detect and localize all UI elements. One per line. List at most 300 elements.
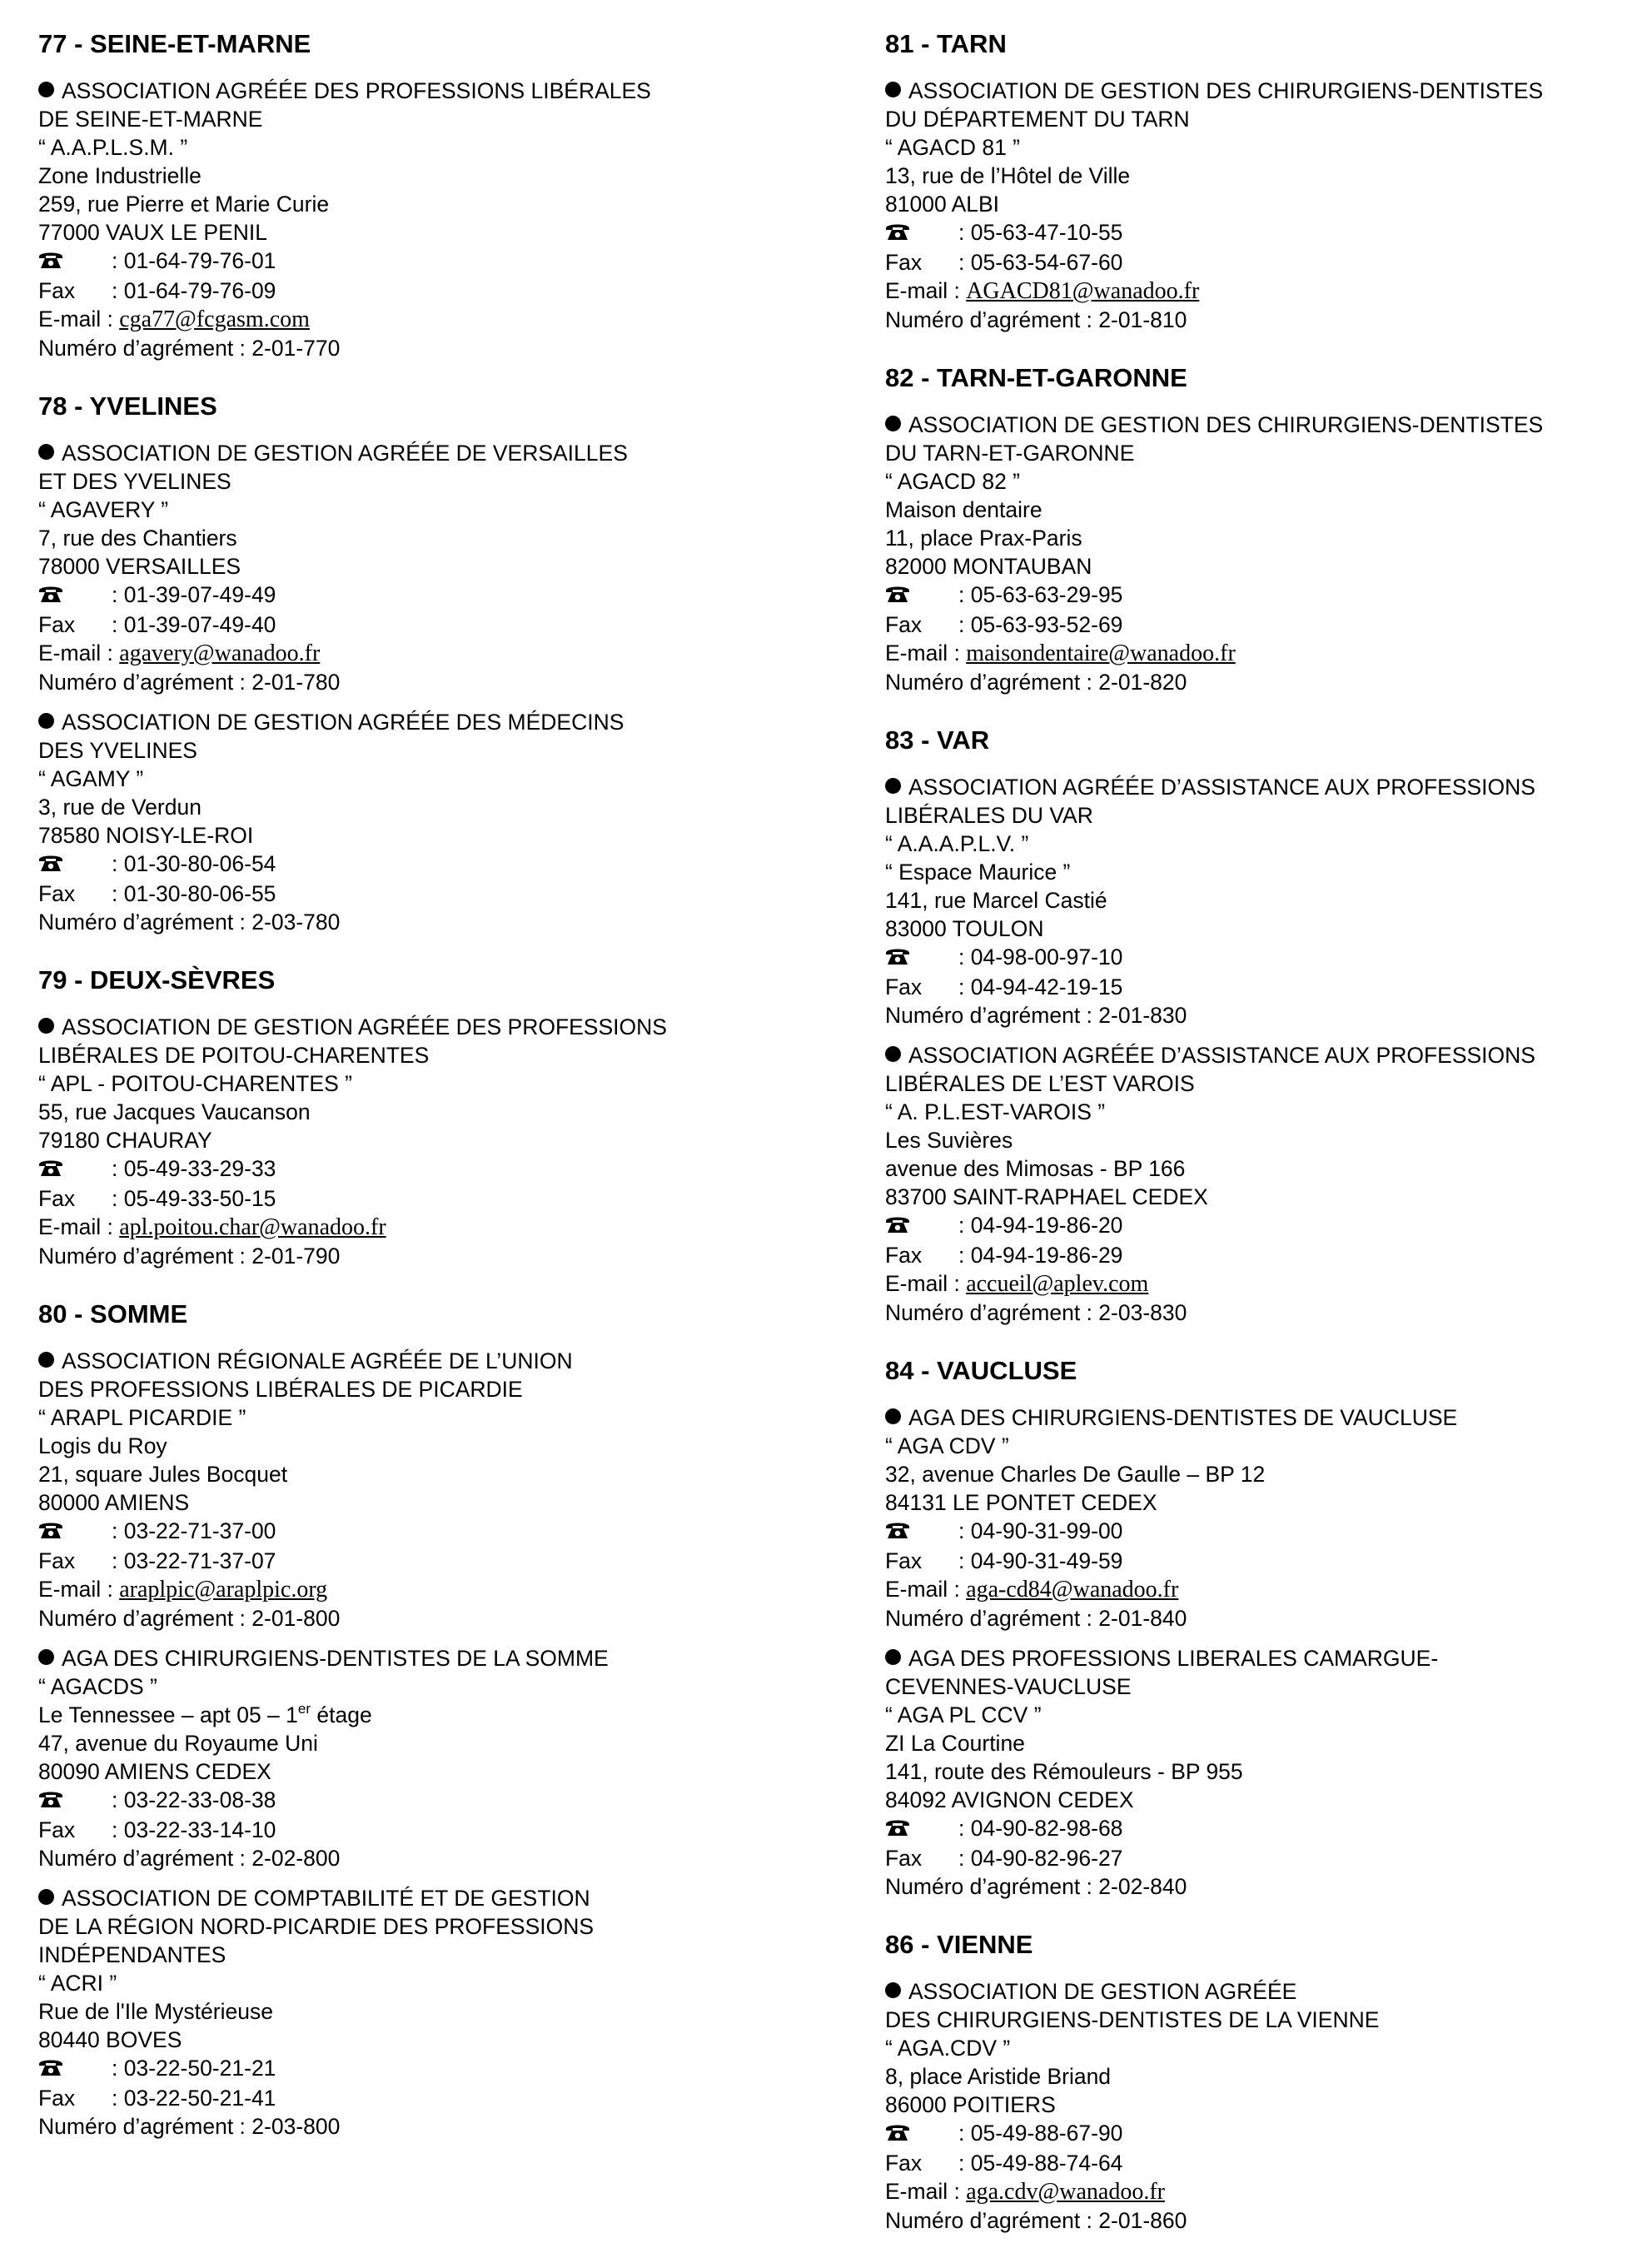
- fax-label: Fax: [38, 2086, 76, 2111]
- association-name-line: [38, 1884, 821, 1912]
- phone-row: [885, 1517, 1635, 1547]
- phone-number: 04-94-19-86-20: [970, 1213, 1123, 1238]
- association-entry: [885, 411, 1635, 696]
- association-acronym: “ ARAPL PICARDIE ”: [38, 1405, 246, 1430]
- department-title: 83 - VAR: [885, 725, 990, 755]
- telephone-icon: [885, 1816, 958, 1844]
- bullet-icon: [38, 1889, 54, 1905]
- email-link[interactable]: maisondentaire@wanadoo.fr: [966, 641, 1236, 666]
- fax-number: 01-39-07-49-40: [123, 612, 276, 637]
- bullet-icon: [38, 713, 54, 729]
- agrement-label: Numéro d’agrément :: [38, 910, 252, 935]
- telephone-icon: [38, 248, 112, 277]
- association-name-text: LIBÉRALES DE POITOU-CHARENTES: [38, 1043, 430, 1068]
- bullet-icon: [885, 82, 901, 97]
- association-name-text: DES CHIRURGIENS-DENTISTES DE LA VIENNE: [885, 2007, 1380, 2032]
- address-text: 55, rue Jacques Vaucanson: [38, 1099, 311, 1124]
- agrement-row: [38, 2112, 821, 2141]
- association-acronym: “ A. P.L.EST-VAROIS ”: [885, 1099, 1106, 1124]
- fax-row: [885, 973, 1635, 1001]
- bullet-icon: [38, 1018, 54, 1034]
- association-name-line: [885, 2006, 1635, 2034]
- department-section: [885, 1929, 1635, 2235]
- fax-label: Fax: [885, 1548, 923, 1573]
- address-text: 21, square Jules Bocquet: [38, 1462, 288, 1487]
- agrement-number: 2-01-800: [251, 1606, 341, 1631]
- association-name-line: [885, 439, 1635, 467]
- email-row: [885, 277, 1635, 306]
- association-entry: [885, 1644, 1635, 1901]
- phone-row: [38, 1786, 821, 1816]
- agrement-row: [885, 1298, 1635, 1327]
- association-name-line: [885, 411, 1635, 439]
- email-label: E-mail: [38, 1214, 102, 1239]
- address-text: 32, avenue Charles De Gaulle – BP 12: [885, 1462, 1266, 1487]
- agrement-number: 2-01-830: [1098, 1003, 1187, 1028]
- fax-number: 04-90-31-49-59: [970, 1548, 1123, 1573]
- email-row: [885, 1575, 1635, 1604]
- separator: :: [953, 2179, 967, 2204]
- address-text: Logis du Roy: [38, 1433, 167, 1458]
- separator: :: [958, 1816, 971, 1841]
- address-text: 3, rue de Verdun: [38, 795, 202, 820]
- fax-number: 04-90-82-96-27: [970, 1846, 1123, 1871]
- department-title: 82 - TARN-ET-GARONNE: [885, 363, 1187, 392]
- fax-label: Fax: [38, 1817, 76, 1842]
- association-entry: [38, 1013, 821, 1270]
- fax-number: 05-63-93-52-69: [970, 612, 1123, 637]
- email-label: E-mail: [38, 307, 102, 331]
- address-text: 259, rue Pierre et Marie Curie: [38, 192, 330, 217]
- address-line: [885, 2091, 1635, 2119]
- address-text: 7, rue des Chantiers: [38, 526, 237, 551]
- telephone-icon: [885, 945, 958, 973]
- bullet-icon: [885, 778, 901, 794]
- separator: :: [958, 582, 971, 607]
- address-line: [885, 1183, 1635, 1211]
- association-name-line: [38, 467, 821, 496]
- association-name-line: [38, 77, 821, 105]
- agrement-label: Numéro d’agrément :: [38, 1244, 252, 1269]
- address-text: “ Espace Maurice ”: [885, 860, 1071, 885]
- separator: :: [112, 1518, 124, 1543]
- email-label: E-mail: [885, 2179, 948, 2204]
- agrement-row: [38, 1844, 821, 1872]
- association-name-line: [885, 1672, 1635, 1701]
- separator: :: [112, 851, 124, 876]
- fax-number: 05-49-88-74-64: [970, 2151, 1123, 2176]
- address-text: 78000 VERSAILLES: [38, 554, 241, 579]
- association-name-text: DES YVELINES: [38, 738, 197, 763]
- separator: :: [112, 2056, 124, 2081]
- agrement-row: [38, 668, 821, 696]
- email-row: [885, 1269, 1635, 1298]
- association-acronym: “ AGACD 81 ”: [885, 135, 1020, 160]
- address-text: 11, place Prax-Paris: [885, 526, 1082, 551]
- phone-number: 01-39-07-49-49: [123, 582, 276, 607]
- address-line: [38, 552, 821, 581]
- department-title: 81 - TARN: [885, 29, 1007, 58]
- email-link[interactable]: aga-cd84@wanadoo.fr: [966, 1577, 1179, 1603]
- agrement-row: [885, 1872, 1635, 1901]
- fax-row: [38, 880, 821, 908]
- agrement-label: Numéro d’agrément :: [885, 1300, 1099, 1325]
- address-text: 8, place Aristide Briand: [885, 2064, 1112, 2089]
- email-link[interactable]: cga77@fcgasm.com: [119, 307, 310, 332]
- association-name-text: DE LA RÉGION NORD-PICARDIE DES PROFESSIONS: [38, 1914, 595, 1939]
- telephone-icon: [885, 1213, 958, 1241]
- email-link[interactable]: aga.cdv@wanadoo.fr: [966, 2179, 1165, 2205]
- association-name-text: ASSOCIATION AGRÉÉE D’ASSISTANCE AUX PROFESSIONS: [908, 775, 1535, 800]
- agrement-label: Numéro d’agrément :: [885, 1606, 1099, 1631]
- association-name-line: [885, 1977, 1635, 2006]
- address-line: [885, 1154, 1635, 1183]
- association-name-line: [885, 1041, 1635, 1069]
- address-text: Zone Industrielle: [38, 163, 202, 188]
- bullet-icon: [885, 416, 901, 431]
- address-line: [38, 1460, 821, 1488]
- address-line: [38, 162, 821, 190]
- phone-row: [885, 1211, 1635, 1241]
- address-line: [38, 1997, 821, 2026]
- left-column: [38, 28, 821, 2169]
- address-line: [885, 1729, 1635, 1757]
- department-title: 84 - VAUCLUSE: [885, 1356, 1077, 1385]
- department-title: 77 - SEINE-ET-MARNE: [38, 29, 311, 58]
- phone-row: [38, 581, 821, 611]
- fax-label: Fax: [885, 2151, 923, 2176]
- address-line: [885, 190, 1635, 218]
- association-entry: [885, 1403, 1635, 1632]
- telephone-icon: [38, 1156, 112, 1184]
- telephone-icon: [885, 1518, 958, 1547]
- email-label: E-mail: [38, 641, 102, 665]
- fax-label: Fax: [38, 612, 76, 637]
- separator: :: [958, 220, 971, 245]
- agrement-number: 2-01-860: [1098, 2208, 1187, 2233]
- agrement-label: Numéro d’agrément :: [885, 1874, 1099, 1899]
- address-text: 79180 CHAURAY: [38, 1128, 212, 1153]
- association-name-line: [38, 1941, 821, 1969]
- fax-number: 03-22-50-21-41: [123, 2086, 276, 2111]
- fax-row: [885, 248, 1635, 277]
- email-link[interactable]: apl.poitou.char@wanadoo.fr: [119, 1214, 386, 1240]
- phone-number: 01-30-80-06-54: [123, 851, 276, 876]
- association-name-line: [38, 708, 821, 736]
- agrement-label: Numéro d’agrément :: [38, 670, 252, 695]
- fax-number: 05-49-33-50-15: [123, 1186, 276, 1211]
- fax-row: [885, 611, 1635, 639]
- association-entry: [38, 1644, 821, 1872]
- separator: :: [953, 1271, 967, 1296]
- fax-label: Fax: [38, 278, 76, 303]
- address-line: [885, 1786, 1635, 1814]
- association-name-text: ASSOCIATION DE COMPTABILITÉ ET DE GESTION: [62, 1886, 590, 1911]
- email-label: E-mail: [885, 1271, 948, 1296]
- email-link[interactable]: agavery@wanadoo.fr: [119, 641, 321, 666]
- association-entry: [38, 708, 821, 936]
- address-text-suffix: étage: [311, 1702, 372, 1727]
- address-text: 83700 SAINT-RAPHAEL CEDEX: [885, 1184, 1208, 1209]
- fax-label: Fax: [885, 612, 923, 637]
- phone-number: 05-63-63-29-95: [970, 582, 1123, 607]
- phone-row: [885, 2119, 1635, 2149]
- fax-label: Fax: [38, 1186, 76, 1211]
- agrement-row: [38, 1242, 821, 1270]
- phone-number: 05-63-47-10-55: [970, 220, 1123, 245]
- association-acronym: “ A.A.A.P.L.V. ”: [885, 831, 1029, 856]
- association-name-text: INDÉPENDANTES: [38, 1942, 226, 1967]
- association-name-text: LIBÉRALES DE L’EST VAROIS: [885, 1071, 1195, 1096]
- agrement-row: [885, 668, 1635, 696]
- address-text: 84131 LE PONTET CEDEX: [885, 1490, 1157, 1515]
- address-line: [38, 190, 821, 218]
- fax-number: 04-94-42-19-15: [970, 974, 1123, 999]
- address-line: [885, 1460, 1635, 1488]
- email-link[interactable]: AGACD81@wanadoo.fr: [966, 278, 1200, 304]
- telephone-icon: [885, 2121, 958, 2149]
- association-acronym: “ AGA.CDV ”: [885, 2036, 1011, 2061]
- phone-number: 05-49-33-29-33: [123, 1156, 276, 1181]
- department-section: [38, 28, 821, 362]
- association-name-line: [885, 1069, 1635, 1098]
- phone-row: [38, 2054, 821, 2084]
- fax-row: [38, 611, 821, 639]
- association-name-text: ASSOCIATION DE GESTION AGRÉÉE DES MÉDECINS: [62, 710, 624, 735]
- phone-row: [885, 581, 1635, 611]
- fax-label: Fax: [885, 250, 923, 275]
- address-text: ZI La Courtine: [885, 1731, 1025, 1756]
- fax-row: [38, 1547, 821, 1575]
- address-text: 80440 BOVES: [38, 2027, 182, 2052]
- association-name-text: CEVENNES-VAUCLUSE: [885, 1674, 1132, 1699]
- address-text: Rue de l'Ile Mystérieuse: [38, 1999, 273, 2024]
- address-text: 78580 NOISY-LE-ROI: [38, 823, 254, 848]
- address-text: Le Tennessee – apt 05 – 1: [38, 1702, 298, 1727]
- address-line: [885, 915, 1635, 943]
- fax-number: 03-22-33-14-10: [123, 1817, 276, 1842]
- agrement-row: [885, 2206, 1635, 2235]
- separator: :: [958, 945, 971, 970]
- email-row: [885, 639, 1635, 668]
- address-text: 141, route des Rémouleurs - BP 955: [885, 1759, 1243, 1784]
- fax-row: [38, 1816, 821, 1844]
- agrement-number: 2-01-790: [251, 1244, 341, 1269]
- separator: :: [953, 641, 967, 665]
- address-text: 77000 VAUX LE PENIL: [38, 220, 267, 245]
- department-title: 86 - VIENNE: [885, 1930, 1033, 1959]
- fax-row: [885, 1547, 1635, 1575]
- separator: :: [958, 2151, 971, 2176]
- agrement-label: Numéro d’agrément :: [38, 1606, 252, 1631]
- bullet-icon: [885, 1408, 901, 1424]
- association-name-line: [38, 1375, 821, 1403]
- fax-label: Fax: [38, 881, 76, 906]
- right-column: [885, 28, 1635, 2263]
- association-name-text: ASSOCIATION DE GESTION DES CHIRURGIENS-DENTISTES: [908, 412, 1544, 437]
- association-name-line: [885, 801, 1635, 830]
- email-row: [38, 1213, 821, 1242]
- address-line: [885, 1126, 1635, 1154]
- fax-number: 04-94-19-86-29: [970, 1243, 1123, 1268]
- association-name-text: ASSOCIATION RÉGIONALE AGRÉÉE DE L’UNION: [62, 1348, 573, 1373]
- phone-number: 03-22-33-08-38: [123, 1787, 276, 1812]
- association-name-line: [885, 1644, 1635, 1672]
- association-acronym: “ AGAMY ”: [38, 766, 144, 791]
- separator: :: [107, 1577, 120, 1602]
- agrement-number: 2-01-770: [251, 336, 341, 361]
- fax-number: 03-22-71-37-07: [123, 1548, 276, 1573]
- telephone-icon: [38, 1518, 112, 1547]
- association-name-text: ASSOCIATION AGRÉÉE D’ASSISTANCE AUX PROFESSIONS: [908, 1043, 1535, 1068]
- association-name-line: [38, 105, 821, 133]
- separator: :: [958, 2121, 971, 2146]
- fax-label: Fax: [38, 1548, 76, 1573]
- address-text: avenue des Mimosas - BP 166: [885, 1156, 1186, 1181]
- association-acronym: “ AGACDS ”: [38, 1674, 157, 1699]
- association-name-text: LIBÉRALES DU VAR: [885, 803, 1093, 828]
- association-name-line: [885, 1403, 1635, 1432]
- phone-number: 04-90-31-99-00: [970, 1518, 1123, 1543]
- fax-label: Fax: [885, 974, 923, 999]
- department-section: [885, 1355, 1635, 1901]
- agrement-row: [38, 1604, 821, 1632]
- agrement-number: 2-01-840: [1098, 1606, 1187, 1631]
- agrement-row: [38, 908, 821, 936]
- agrement-row: [885, 1604, 1635, 1632]
- department-title: 78 - YVELINES: [38, 391, 217, 421]
- separator: :: [112, 1817, 124, 1842]
- address-line: [38, 1098, 821, 1126]
- agrement-label: Numéro d’agrément :: [885, 670, 1099, 695]
- separator: :: [958, 250, 971, 275]
- association-name-line: [38, 736, 821, 765]
- association-acronym: “ AGA CDV ”: [885, 1433, 1009, 1458]
- address-text: 13, rue de l’Hôtel de Ville: [885, 163, 1131, 188]
- association-acronym: “ ACRI ”: [38, 1971, 117, 1996]
- department-title: 79 - DEUX-SÈVRES: [38, 965, 276, 994]
- department-section: [885, 28, 1635, 334]
- association-name-line: [38, 439, 821, 467]
- address-text: 141, rue Marcel Castié: [885, 888, 1107, 913]
- email-link[interactable]: accueil@aplev.com: [966, 1271, 1149, 1297]
- email-label: E-mail: [38, 1577, 102, 1602]
- association-entry: [885, 773, 1635, 1029]
- bullet-icon: [38, 444, 54, 460]
- email-link[interactable]: araplpic@araplpic.org: [119, 1577, 328, 1603]
- agrement-label: Numéro d’agrément :: [38, 1846, 252, 1871]
- fax-row: [885, 2149, 1635, 2177]
- agrement-label: Numéro d’agrément :: [885, 1003, 1099, 1028]
- bullet-icon: [885, 1046, 901, 1062]
- telephone-icon: [38, 2056, 112, 2084]
- address-text: 81000 ALBI: [885, 192, 1000, 217]
- address-text: 82000 MONTAUBAN: [885, 554, 1092, 579]
- separator: :: [958, 1548, 971, 1573]
- agrement-number: 2-01-780: [251, 670, 341, 695]
- association-name-text: AGA DES CHIRURGIENS-DENTISTES DE VAUCLUSE: [908, 1405, 1458, 1430]
- association-name-text: ASSOCIATION DE GESTION AGRÉÉE DE VERSAILLES: [62, 441, 628, 466]
- association-acronym: “ A.A.P.L.S.M. ”: [38, 135, 188, 160]
- association-entry: [885, 1977, 1635, 2235]
- association-name-line: [38, 1347, 821, 1375]
- association-entry: [38, 1884, 821, 2141]
- separator: :: [112, 1156, 124, 1181]
- agrement-number: 2-02-800: [251, 1846, 341, 1871]
- superscript-text: er: [297, 1701, 311, 1717]
- fax-label: Fax: [885, 1846, 923, 1871]
- association-name-line: [885, 105, 1635, 133]
- phone-row: [885, 943, 1635, 973]
- phone-number: 04-98-00-97-10: [970, 945, 1123, 970]
- association-name-line: [885, 77, 1635, 105]
- agrement-number: 2-01-810: [1098, 307, 1187, 332]
- telephone-icon: [38, 582, 112, 611]
- association-name-text: AGA DES CHIRURGIENS-DENTISTES DE LA SOMME: [62, 1646, 609, 1671]
- address-line: [885, 886, 1635, 915]
- separator: :: [958, 1518, 971, 1543]
- address-text: 84092 AVIGNON CEDEX: [885, 1787, 1134, 1812]
- address-line: [38, 1757, 821, 1786]
- address-line: [885, 2062, 1635, 2091]
- address-line: [885, 162, 1635, 190]
- email-row: [38, 305, 821, 334]
- separator: :: [953, 1577, 967, 1602]
- address-text: 47, avenue du Royaume Uni: [38, 1731, 318, 1756]
- fax-number: 01-64-79-76-09: [123, 278, 276, 303]
- separator: :: [953, 278, 967, 303]
- phone-number: 04-90-82-98-68: [970, 1816, 1123, 1841]
- association-acronym: “ AGACD 82 ”: [885, 469, 1020, 494]
- agrement-number: 2-03-800: [251, 2114, 341, 2139]
- address-line: [885, 552, 1635, 581]
- address-line: [885, 1488, 1635, 1517]
- association-name-text: AGA DES PROFESSIONS LIBERALES CAMARGUE-: [908, 1646, 1439, 1671]
- agrement-number: 2-03-830: [1098, 1300, 1187, 1325]
- address-text: Maison dentaire: [885, 497, 1042, 522]
- address-text: 80000 AMIENS: [38, 1490, 190, 1515]
- department-title: 80 - SOMME: [38, 1299, 188, 1328]
- association-name-line: [38, 1041, 821, 1069]
- association-entry: [38, 77, 821, 362]
- department-section: [885, 725, 1635, 1327]
- separator: :: [107, 1214, 120, 1239]
- address-text: 86000 POITIERS: [885, 2092, 1056, 2117]
- department-section: [38, 391, 821, 936]
- address-line: [38, 2026, 821, 2054]
- phone-row: [38, 1517, 821, 1547]
- email-row: [885, 2177, 1635, 2206]
- separator: :: [958, 1846, 971, 1871]
- separator: :: [112, 248, 124, 273]
- department-section: [38, 1298, 821, 2141]
- association-entry: [38, 1347, 821, 1632]
- separator: :: [958, 1213, 971, 1238]
- agrement-label: Numéro d’agrément :: [38, 2114, 252, 2139]
- address-text: 80090 AMIENS CEDEX: [38, 1759, 271, 1784]
- phone-row: [885, 1814, 1635, 1844]
- association-name-line: [38, 1912, 821, 1941]
- address-line: [38, 793, 821, 821]
- phone-number: 01-64-79-76-01: [123, 248, 276, 273]
- address-line: [885, 1757, 1635, 1786]
- email-row: [38, 1575, 821, 1604]
- agrement-row: [885, 1001, 1635, 1029]
- address-line: [38, 218, 821, 247]
- bullet-icon: [885, 1982, 901, 1998]
- association-name-line: [38, 1013, 821, 1041]
- fax-row: [38, 1184, 821, 1213]
